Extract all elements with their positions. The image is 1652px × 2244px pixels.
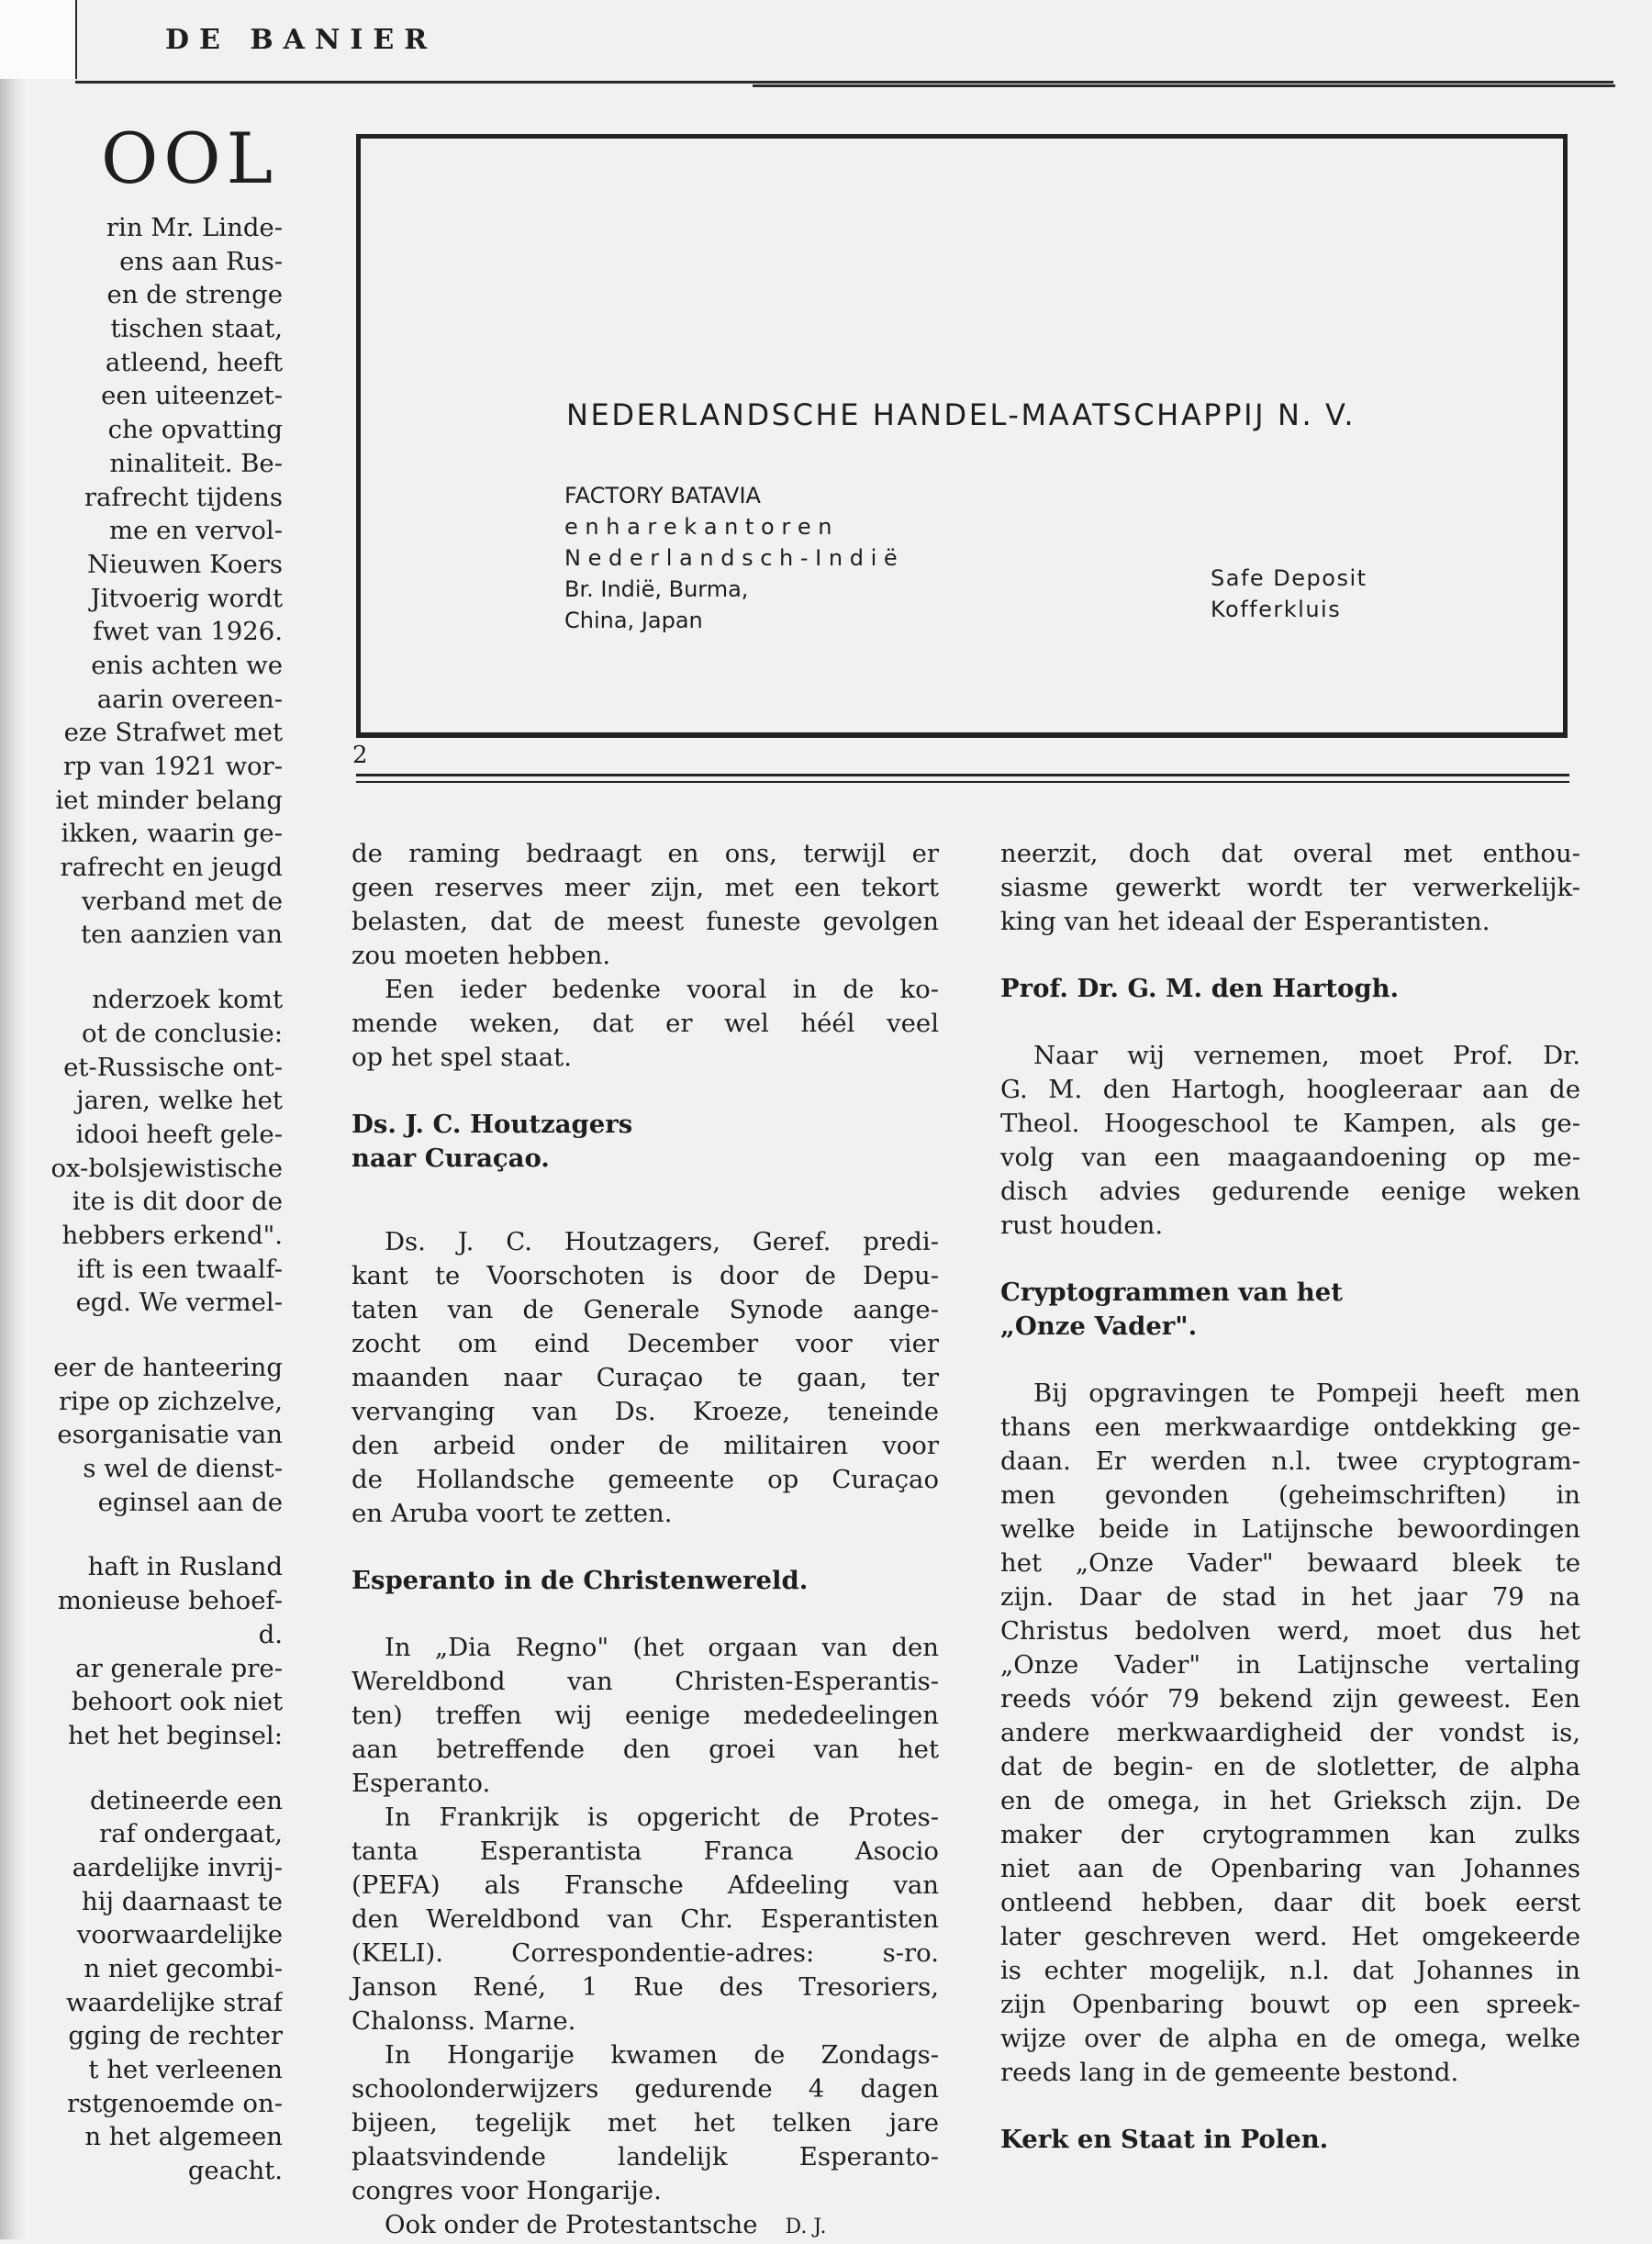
text-line: Janson René, 1 Rue des Tresoriers, xyxy=(352,1972,939,2002)
text-line: en de omega, in het Grieksch zijn. De xyxy=(1000,1786,1580,1815)
left-column-line: ox-bolsjewistische xyxy=(50,1153,283,1183)
spacer xyxy=(1000,2090,1580,2123)
text-line: ten) treffen wij eenige mededeelingen xyxy=(352,1701,939,1730)
spacer xyxy=(352,1598,939,1631)
text-line: Bij opgravingen te Pompeji heeft men xyxy=(1033,1379,1580,1408)
article-heading: naar Curaçao. xyxy=(352,1144,550,1173)
text-line: andere merkwaardigheid der vondst is, xyxy=(1000,1718,1580,1747)
section-rule xyxy=(356,774,1569,776)
ad-office-line: e n h a r e k a n t o r e n xyxy=(564,514,832,540)
line-tail: D. J. xyxy=(785,2216,827,2238)
section-rule-thin xyxy=(356,781,1569,783)
paragraph-gap xyxy=(44,1753,283,1784)
paragraph-gap xyxy=(44,1320,283,1351)
ad-service-line: Kofferkluis xyxy=(1211,597,1342,622)
spacer xyxy=(352,1176,939,1225)
page-number: 2 xyxy=(352,742,368,769)
header-rule xyxy=(75,81,1613,84)
text-line: den arbeid onder de militairen voor xyxy=(352,1431,939,1460)
left-column-line: che opvatting xyxy=(107,415,283,445)
last-line-text: Ook onder de Protestantsche xyxy=(385,2210,758,2239)
text-line: bijeen, tegelijk met het telken jare xyxy=(352,2108,939,2138)
left-column-fragment xyxy=(0,112,283,2223)
left-column-line: ift is een twaalf- xyxy=(76,1254,283,1284)
left-column-line: jaren, welke het xyxy=(76,1086,283,1116)
left-column-line: waardelijke straf xyxy=(65,1987,283,2017)
text-line: tanta Esperantista Franca Asocio xyxy=(352,1837,939,1866)
text-line: niet aan de Openbaring van Johannes xyxy=(1000,1854,1580,1883)
text-line: G. M. den Hartogh, hoogleeraar aan de xyxy=(1000,1075,1580,1104)
text-line: op het spel staat. xyxy=(352,1043,572,1072)
text-line: king van het ideaal der Esperantisten. xyxy=(1000,907,1490,936)
text-line: plaatsvindende landelijk Esperanto- xyxy=(352,2142,939,2171)
text-line: wijze over de alpha en de omega, welke xyxy=(1000,2024,1580,2053)
text-line: Naar wij vernemen, moet Prof. Dr. xyxy=(1033,1041,1580,1070)
text-line xyxy=(352,2208,939,2242)
left-column-line: verband met de xyxy=(81,886,283,916)
text-line: zijn. Daar de stad in het jaar 79 na xyxy=(1000,1582,1580,1612)
text-line: zijn Openbaring bouwt op een spreek- xyxy=(1000,1990,1580,2019)
text-line: de Hollandsche gemeente op Curaçao xyxy=(352,1465,939,1494)
left-column-line: t het verleenen xyxy=(88,2055,283,2085)
left-column-line: eer de hanteering xyxy=(53,1353,283,1382)
left-column-line: rafrecht tijdens xyxy=(84,482,283,512)
left-column-line: et-Russische ont- xyxy=(63,1052,283,1082)
text-line: thans een merkwaardige ontdekking ge- xyxy=(1000,1412,1580,1442)
left-column-line: eginsel aan de xyxy=(97,1487,283,1517)
left-column-line: atleend, heeft xyxy=(105,347,283,377)
left-column-line: aarin overeen- xyxy=(96,684,283,714)
left-column-line: aardelijke invrij- xyxy=(72,1852,283,1882)
paragraph-gap xyxy=(44,1519,283,1550)
text-line: mende weken, dat er wel héél veel xyxy=(352,1009,939,1038)
spacer xyxy=(1000,1243,1580,1276)
text-line: belasten, dat de meest funeste gevolgen xyxy=(352,907,939,936)
text-line: den Wereldbond van Chr. Esperantisten xyxy=(352,1904,939,1934)
masthead: DE BANIER xyxy=(165,24,438,56)
left-column-line: hebbers erkend". xyxy=(61,1220,283,1250)
left-column-line: detineerde een xyxy=(89,1785,283,1815)
text-line: disch advies gedurende eenige weken xyxy=(1000,1177,1580,1206)
article-heading: Kerk en Staat in Polen. xyxy=(1000,2125,1329,2154)
text-line: Christus bedolven werd, moet dus het xyxy=(1000,1616,1580,1646)
text-line: daan. Er werden n.l. twee cryptogram- xyxy=(1000,1446,1580,1476)
text-line: (PEFA) als Fransche Afdeeling van xyxy=(352,1870,939,1900)
left-column-line: me en vervol- xyxy=(109,516,283,546)
text-line: vervanging van Ds. Kroeze, teneinde xyxy=(352,1397,939,1426)
left-column-line: n niet gecombi- xyxy=(84,1954,283,1983)
article-heading: Cryptogrammen van het xyxy=(1000,1278,1343,1307)
text-line: maker der crytogrammen kan zulks xyxy=(1000,1820,1580,1849)
ad-office-line: Br. Indië, Burma, xyxy=(564,576,749,602)
text-line: dat de begin- en de slotletter, de alpha xyxy=(1000,1752,1580,1781)
left-column-line: het het beginsel: xyxy=(68,1720,283,1750)
article-heading: Esperanto in de Christenwereld. xyxy=(352,1566,809,1595)
left-column-line: Nieuwen Koers xyxy=(86,549,283,579)
left-column-line: rstgenoemde on- xyxy=(67,2088,283,2118)
text-line: Chalonss. Marne. xyxy=(352,2006,576,2036)
left-column-line: s wel de dienst- xyxy=(83,1454,283,1484)
left-column-line: rin Mr. Linde- xyxy=(106,213,283,242)
left-column-line: geacht. xyxy=(187,2156,283,2186)
text-line: „Onze Vader" in Latijnsche vertaling xyxy=(1000,1650,1580,1680)
text-line: de raming bedraagt en ons, terwijl er xyxy=(352,839,939,868)
text-line: zocht om eind December voor vier xyxy=(352,1329,939,1358)
left-column-line: ot de conclusie: xyxy=(82,1018,283,1048)
text-line: taten van de Generale Synode aange- xyxy=(352,1295,939,1324)
text-line: Theol. Hoogeschool te Kampen, als ge- xyxy=(1000,1109,1580,1138)
left-column-line: iet minder belang xyxy=(55,785,283,815)
text-line: In Frankrijk is opgericht de Protes- xyxy=(385,1803,939,1832)
left-column-line: esorganisatie van xyxy=(57,1420,283,1450)
text-line: Ds. J. C. Houtzagers, Geref. predi- xyxy=(385,1227,939,1256)
left-column-line: ens aan Rus- xyxy=(119,246,283,276)
spacer xyxy=(352,1531,939,1564)
text-line: neerzit, doch dat overal met enthou- xyxy=(1000,839,1580,868)
left-column-line: en de strenge xyxy=(106,280,283,310)
ad-office-line: N e d e r l a n d s c h - I n d i ë xyxy=(564,545,898,571)
left-column-line: eze Strafwet met xyxy=(63,718,283,748)
left-column-text xyxy=(44,211,283,2188)
spacer xyxy=(1000,1006,1580,1039)
left-column-line: rafrecht en jeugd xyxy=(60,853,283,883)
text-line: men gevonden (geheimschriften) in xyxy=(1000,1480,1580,1510)
left-column-line: ar generale pre- xyxy=(75,1653,283,1683)
left-column-line: hij daarnaast te xyxy=(81,1886,283,1916)
left-column-line: fwet van 1926. xyxy=(93,617,283,647)
spacer xyxy=(1000,939,1580,972)
article-heading: „Onze Vader". xyxy=(1000,1312,1198,1341)
ad-office-line: FACTORY BATAVIA xyxy=(564,483,761,508)
left-column-line: voorwaardelijke xyxy=(76,1920,283,1950)
left-column-line: enis achten we xyxy=(91,650,283,680)
left-column-heading: OOL xyxy=(101,117,279,199)
page-corner xyxy=(0,0,77,79)
article-heading: Ds. J. C. Houtzagers xyxy=(352,1110,633,1139)
left-column-line: tischen staat, xyxy=(110,314,283,344)
header-rule-secondary xyxy=(753,84,1615,87)
text-line: Een ieder bedenke vooral in de ko- xyxy=(385,975,939,1004)
text-line: is echter mogelijk, n.l. dat Johannes in xyxy=(1000,1956,1580,1985)
text-line: In „Dia Regno" (het orgaan van den xyxy=(385,1633,939,1662)
text-line: reeds lang in de gemeente bestond. xyxy=(1000,2058,1459,2087)
ad-offices xyxy=(564,480,898,636)
left-column-line: ninaliteit. Be- xyxy=(109,448,283,478)
left-column-line: een uiteenzet- xyxy=(101,381,283,411)
text-line: Esperanto. xyxy=(352,1769,491,1798)
ad-service-line: Safe Deposit xyxy=(1211,565,1367,591)
left-column-line: nderzoek komt xyxy=(92,985,283,1015)
article-column-middle xyxy=(352,837,939,2242)
text-line: congres voor Hongarije. xyxy=(352,2176,662,2205)
text-line: kant te Voorschoten is door de Depu- xyxy=(352,1261,939,1290)
text-line: later geschreven werd. Het omgekeerde xyxy=(1000,1922,1580,1951)
text-line: maanden naar Curaçao te gaan, ter xyxy=(352,1363,939,1392)
text-line: het „Onze Vader" bewaard bleek te xyxy=(1000,1548,1580,1578)
ad-services xyxy=(1211,563,1367,625)
text-line: (KELI). Correspondentie-adres: s-ro. xyxy=(352,1938,939,1968)
left-column-line: n het algemeen xyxy=(84,2122,283,2152)
left-column-line: rp van 1921 wor- xyxy=(62,752,283,781)
left-column-line: ikken, waarin ge- xyxy=(61,819,283,849)
text-line: reeds vóór 79 bekend zijn geweest. Een xyxy=(1000,1684,1580,1714)
text-line: welke beide in Latijnsche bewoordingen xyxy=(1000,1514,1580,1544)
left-column-line: d. xyxy=(258,1619,283,1649)
left-column-line: raf ondergaat, xyxy=(99,1819,283,1849)
left-column-line: gging de rechter xyxy=(68,2021,283,2051)
text-line: ontleend hebben, daar dit boek eerst xyxy=(1000,1888,1580,1917)
left-column-line: haft in Rusland xyxy=(87,1552,283,1582)
text-line: en Aruba voort te zetten. xyxy=(352,1499,673,1528)
left-column-line: idooi heeft gele- xyxy=(75,1119,283,1149)
ad-office-line: China, Japan xyxy=(564,608,703,633)
text-line: volg van een maagaandoening op me- xyxy=(1000,1143,1580,1172)
spacer xyxy=(1000,1344,1580,1377)
left-column-line: monieuse behoef- xyxy=(57,1586,283,1616)
text-line: zou moeten hebben. xyxy=(352,941,611,970)
paragraph-gap xyxy=(44,952,283,983)
advertisement-box xyxy=(356,134,1568,738)
left-column-line: behoort ook niet xyxy=(72,1687,283,1717)
spacer xyxy=(352,1075,939,1108)
ad-title: NEDERLANDSCHE HANDEL-MAATSCHAPPIJ N. V. xyxy=(566,397,1356,432)
text-line: aan betreffende den groei van het xyxy=(352,1735,939,1764)
text-line: In Hongarije kwamen de Zondags- xyxy=(385,2040,939,2070)
left-column-line: Jitvoerig wordt xyxy=(90,583,283,613)
article-heading: Prof. Dr. G. M. den Hartogh. xyxy=(1000,974,1400,1003)
text-line: siasme gewerkt wordt ter verwerkelijk- xyxy=(1000,873,1580,902)
text-line: geen reserves meer zijn, met een tekort xyxy=(352,873,939,902)
left-column-line: egd. We vermel- xyxy=(75,1288,283,1318)
text-line: Wereldbond van Christen-Esperantis- xyxy=(352,1667,939,1696)
left-column-line: ten aanzien van xyxy=(81,920,283,950)
article-column-right xyxy=(1000,837,1580,2157)
left-column-line: ripe op zichzelve, xyxy=(59,1386,283,1416)
left-column-line: ite is dit door de xyxy=(72,1187,283,1217)
text-line: rust houden. xyxy=(1000,1211,1164,1240)
text-line: schoolonderwijzers gedurende 4 dagen xyxy=(352,2074,939,2104)
